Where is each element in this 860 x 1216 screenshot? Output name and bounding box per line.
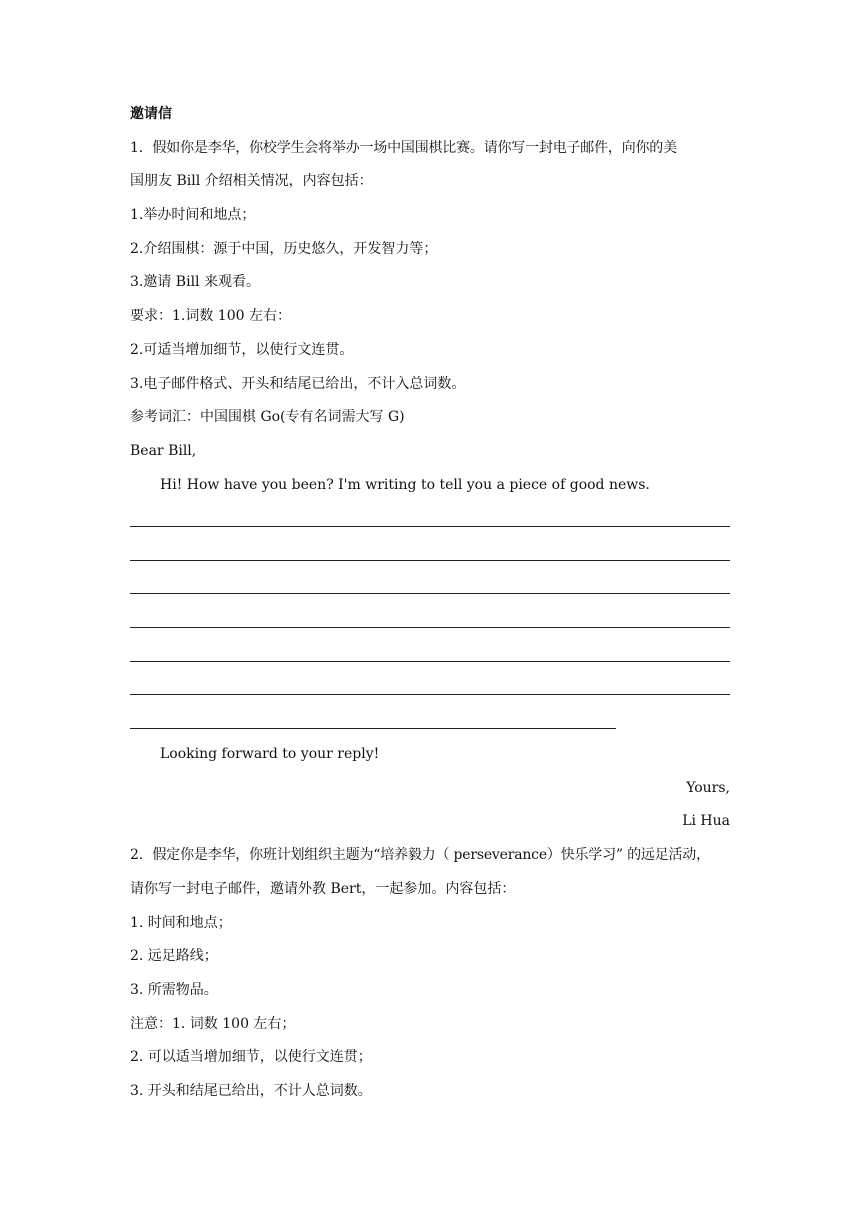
page-title: 邀请信 bbox=[130, 106, 172, 122]
writing-line[interactable] bbox=[130, 502, 730, 536]
q1-point-3: 3.邀请 Bill 来观看。 bbox=[130, 274, 260, 291]
writing-line[interactable] bbox=[130, 637, 730, 671]
q2-note-3: 3. 开头和结尾已给出，不计人总词数。 bbox=[130, 1082, 372, 1099]
q1-point-2: 2.介绍围棋：源于中国，历史悠久，开发智力等； bbox=[130, 240, 438, 257]
writing-line[interactable] bbox=[130, 536, 730, 570]
q1-greeting: Bear Bill, bbox=[130, 442, 197, 459]
writing-line[interactable] bbox=[130, 671, 730, 705]
q1-prompt-line-2: 国朋友 Bill 介绍相关情况，内容包括： bbox=[130, 173, 373, 190]
q1-prompt-line-1: 1．假如你是李华，你校学生会将举办一场中国围棋比赛。请你写一封电子邮件，向你的美 bbox=[130, 139, 677, 156]
q1-signoff: Yours, bbox=[686, 779, 730, 796]
q2-prompt-line-2: 请你写一封电子邮件，邀请外教 Bert，一起参加。内容包括： bbox=[130, 880, 516, 897]
q2-point-3: 3. 所需物品。 bbox=[130, 981, 218, 998]
writing-line[interactable] bbox=[130, 570, 730, 604]
q1-point-1: 1.举办时间和地点； bbox=[130, 207, 256, 224]
document-body bbox=[130, 98, 730, 1109]
q1-requirement-3: 3.电子邮件格式、开头和结尾已给出，不计入总词数。 bbox=[130, 375, 466, 392]
q2-prompt-line-1: 2．假定你是李华，你班计划组织主题为“培养毅力（ perseverance）快乐学习” 的远足活动， bbox=[130, 847, 710, 864]
q1-requirement-1: 要求：1.词数 100 左右： bbox=[130, 308, 291, 325]
q2-note-2: 2. 可以适当增加细节，以使行文连贯； bbox=[130, 1049, 372, 1066]
q2-point-2: 2. 远足路线； bbox=[130, 948, 218, 965]
writing-line[interactable] bbox=[130, 603, 730, 637]
q1-vocabulary: 参考词汇：中国围棋 Go(专有名词需大写 G) bbox=[130, 409, 405, 426]
q1-signature: Li Hua bbox=[682, 813, 730, 830]
q1-opening: Hi! How have you been? I'm writing to tell you a piece of good news. bbox=[160, 476, 650, 493]
q2-point-1: 1. 时间和地点； bbox=[130, 914, 232, 931]
q2-note-1: 注意：1. 词数 100 左右； bbox=[130, 1015, 296, 1032]
q1-requirement-2: 2.可适当增加细节，以使行文连贯。 bbox=[130, 341, 354, 358]
writing-line-last[interactable] bbox=[130, 704, 730, 738]
q1-closing: Looking forward to your reply! bbox=[160, 746, 380, 763]
